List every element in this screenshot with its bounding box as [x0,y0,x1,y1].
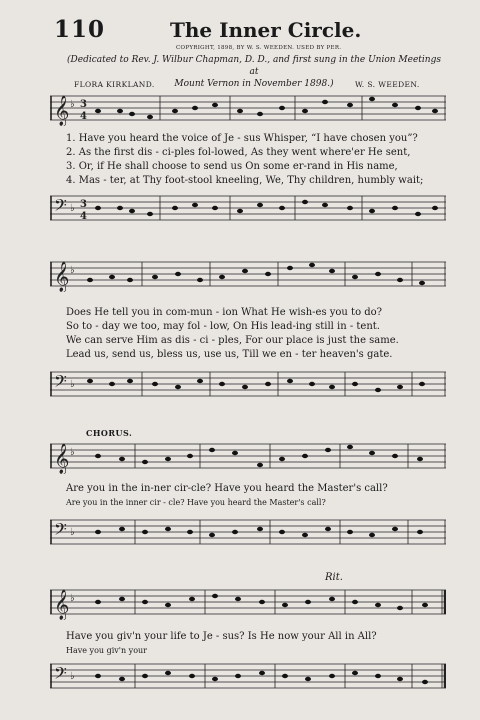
bass-staff-graphic [50,660,446,694]
lyricist-credit: FLORA KIRKLAND. [74,80,155,89]
ritardando-marking: Rit. [325,572,343,583]
verse-3-line-2: We can serve Him as dis - ci - ples, For our place is just the same. [66,335,399,346]
dedication-line-2: Mount Vernon in November 1898.) [174,79,334,89]
svg-text:3: 3 [80,99,87,110]
verse-1-line-1: 1. Have you heard the voice of Je - sus Whisper, “I have chosen you”? [66,133,418,144]
svg-text:♭: ♭ [70,265,75,276]
bass-staff-graphic [50,368,446,402]
svg-text:♭: ♭ [70,593,75,604]
dedication-line-1: (Dedicated to Rev. J. Wilbur Chapman, D. D., and first sung in the Union Meetings at [67,55,441,77]
svg-text:𝄞: 𝄞 [54,444,70,474]
bass-staff-graphic [50,192,446,226]
treble-staff-graphic [50,586,446,620]
svg-text:𝄞: 𝄞 [54,96,70,126]
verse-4-line-1: 4. Mas - ter, at Thy foot-stool kneeling, We, Thy children, humbly wait; [66,175,424,186]
treble-staff-graphic [50,92,446,126]
verse-3-line-1: 3. Or, if He shall choose to send us On some er-rand in His name, [66,161,398,172]
svg-text:𝄞: 𝄞 [54,262,70,292]
svg-text:♭: ♭ [70,671,75,682]
copyright-notice: COPYRIGHT, 1898, BY W. S. WEEDEN. USED BY PER. [176,45,342,51]
hymn-number: 110 [54,16,106,43]
chorus-label: CHORUS. [86,428,133,438]
treble-staff-graphic [50,258,446,292]
treble-staff [50,586,446,618]
treble-staff [50,440,446,472]
svg-text:𝄢: 𝄢 [54,519,67,543]
svg-text:♭: ♭ [70,99,75,110]
svg-text:3: 3 [80,199,87,210]
chorus-lyric-main: Are you in the in-ner cir-cle? Have you heard the Master's call? [66,483,388,494]
svg-text:♭: ♭ [70,527,75,538]
verse-2-line-1: 2. As the first dis - ci-ples fol-lowed, As they went where'er He sent, [66,147,411,158]
bass-staff [50,660,446,692]
svg-text:♭: ♭ [70,379,75,390]
composer-credit: W. S. WEEDEN. [355,80,420,89]
svg-text:♭: ♭ [70,203,75,214]
final-lyric-echo: Have you giv'n your [66,646,147,655]
verse-2-line-2: So to - day we too, may fol - low, On His lead-ing still in - tent. [66,321,380,332]
bass-staff-graphic [50,516,446,550]
svg-text:4: 4 [80,211,87,222]
treble-staff [50,258,446,290]
svg-text:𝄢: 𝄢 [54,195,67,219]
bass-staff [50,192,446,224]
hymn-title: The Inner Circle. [170,18,362,42]
final-lyric-main: Have you giv'n your life to Je - sus? Is He now your All in All? [66,631,377,642]
svg-text:4: 4 [80,111,87,122]
chorus-lyric-echo: Are you in the inner cir - cle? Have you heard the Master's call? [66,498,326,507]
verse-4-line-2: Lead us, send us, bless us, use us, Till we en - ter heaven's gate. [66,349,393,360]
verse-1-line-2: Does He tell you in com-mun - ion What He wish-es you to do? [66,307,383,318]
svg-text:𝄞: 𝄞 [54,590,70,620]
svg-text:𝄢: 𝄢 [54,663,67,687]
bass-staff [50,516,446,548]
treble-staff-graphic [50,440,446,474]
svg-text:♭: ♭ [70,447,75,458]
bass-staff [50,368,446,400]
svg-text:𝄢: 𝄢 [54,371,67,395]
treble-staff [50,92,446,124]
